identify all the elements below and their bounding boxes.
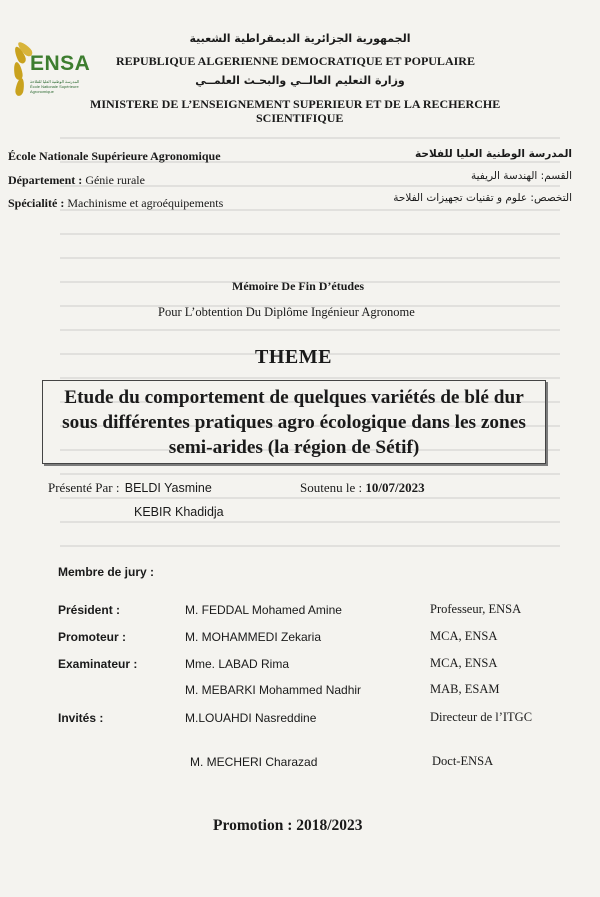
- ministry-line2: SCIENTIFIQUE: [256, 111, 344, 125]
- jury-name: M. MEBARKI Mohammed Nadhir: [185, 683, 362, 697]
- department: [8, 173, 145, 188]
- arabic-school: المدرسة الوطنية العليا للفلاحة: [415, 148, 572, 160]
- soutenu: [300, 480, 425, 496]
- student-2: KEBIR Khadidja: [134, 505, 224, 519]
- jury-name: Mme. LABAD Rima: [185, 657, 290, 671]
- jury-role: Examinateur :: [58, 657, 138, 671]
- jury-title: Professeur, ENSA: [430, 602, 522, 616]
- department-label: Département :: [8, 173, 83, 187]
- speciality-value: Machinisme et agroéquipements: [67, 196, 224, 210]
- jury-title: MCA, ENSA: [430, 629, 498, 643]
- jury-role: Invités :: [58, 711, 104, 725]
- jury-heading: Membre de jury :: [58, 565, 155, 579]
- memoire-title: Mémoire De Fin D’études: [232, 279, 365, 293]
- ministry-line1: MINISTERE DE L’ENSEIGNEMENT SUPERIEUR ET DE LA RECHERCHE: [90, 97, 501, 111]
- jury-name: M. MECHERI Charazad: [190, 755, 318, 769]
- presented-label: Présenté Par :: [48, 480, 120, 495]
- jury-title: MAB, ESAM: [430, 682, 500, 696]
- presented-by: [48, 480, 212, 496]
- jury-name: M.LOUAHDI Nasreddine: [185, 711, 317, 725]
- arabic-ministry: وزارة التعليم العالــي والبحـث العلمــي: [195, 74, 405, 87]
- jury-role: Promoteur :: [58, 630, 127, 644]
- republic-title: REPUBLIQUE ALGERIENNE DEMOCRATIQUE ET POPULAIRE: [116, 54, 475, 68]
- logo-subtext: المدرسة الوطنية العليا للفلاحة École Nationale Supérieure Agronomique: [30, 79, 80, 94]
- soutenu-date: 10/07/2023: [365, 480, 425, 495]
- arabic-department: القسم: الهندسة الريفية: [470, 170, 572, 182]
- jury-title: Directeur de l’ITGC: [430, 710, 533, 724]
- jury-name: M. MOHAMMEDI Zekaria: [185, 630, 322, 644]
- department-value: Génie rurale: [85, 173, 145, 187]
- jury-role: Président :: [58, 603, 121, 617]
- theme-label: THEME: [255, 346, 332, 368]
- memoire-subtitle: Pour L’obtention Du Diplôme Ingénieur Agronome: [158, 305, 415, 319]
- speciality: [8, 196, 223, 211]
- theme-box: [42, 380, 546, 464]
- jury-title: MCA, ENSA: [430, 656, 498, 670]
- school-name: École Nationale Supérieure Agronomique: [8, 149, 221, 163]
- arabic-republic: الجمهورية الجزائرية الديمقراطية الشعبية: [189, 32, 411, 45]
- soutenu-label: Soutenu le :: [300, 480, 363, 495]
- logo-text: ENSA: [30, 52, 91, 75]
- arabic-speciality: التخصص: علوم و تقنيات تجهيزات الفلاحة: [393, 192, 572, 204]
- jury-title: Doct-ENSA: [432, 754, 494, 768]
- speciality-label: Spécialité :: [8, 196, 65, 210]
- theme-title: Etude du comportement de quelques variétés de blé dur sous différentes pratiques agro écologique dans les zones semi-arides (la région de Sétif): [62, 386, 526, 458]
- jury-name: M. FEDDAL Mohamed Amine: [185, 603, 342, 617]
- promotion: Promotion : 2018/2023: [213, 817, 363, 834]
- student-1: BELDI Yasmine: [124, 481, 212, 495]
